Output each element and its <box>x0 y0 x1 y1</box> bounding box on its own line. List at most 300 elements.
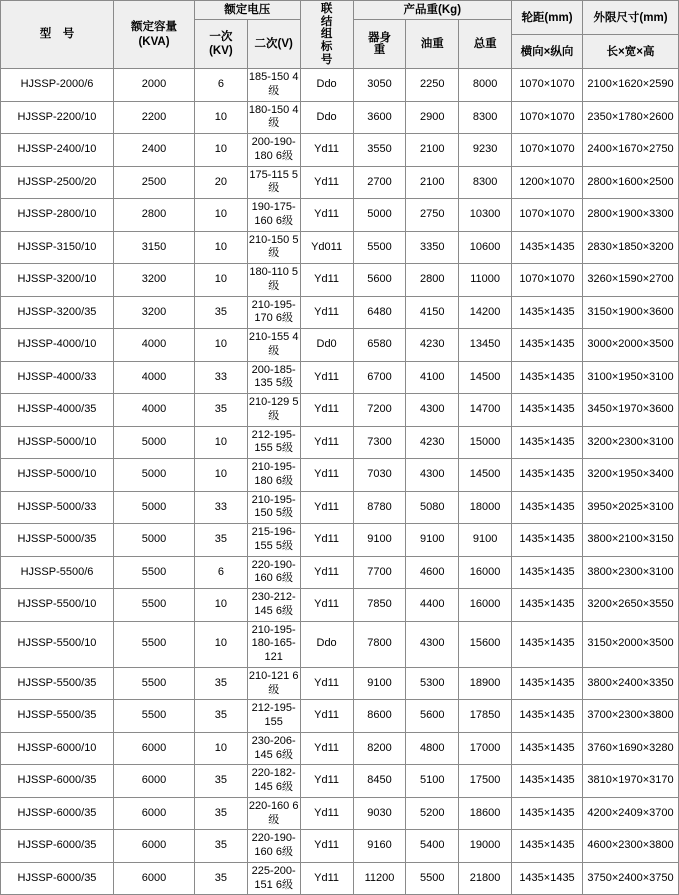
cell-dimension: 3450×1970×3600 <box>583 394 679 427</box>
cell-oil-weight: 2750 <box>406 199 459 232</box>
cell-model: HJSSP-5500/10 <box>1 589 114 622</box>
header-track-sub <box>512 35 583 69</box>
cell-connection: Yd11 <box>300 667 353 700</box>
cell-secondary-voltage: 212-195-155 <box>247 700 300 733</box>
cell-connection: Ddo <box>300 621 353 667</box>
cell-secondary-voltage: 210-150 5级 <box>247 231 300 264</box>
cell-model: HJSSP-5000/35 <box>1 524 114 557</box>
table-row <box>1 134 679 167</box>
cell-connection: Yd11 <box>300 459 353 492</box>
header-oil-weight-label: 油重 <box>420 38 444 51</box>
cell-connection: Dd0 <box>300 329 353 362</box>
header-primary-line2: (KV) <box>209 45 233 58</box>
cell-total-weight: 9230 <box>459 134 512 167</box>
cell-total-weight: 16000 <box>459 556 512 589</box>
cell-model: HJSSP-5000/33 <box>1 491 114 524</box>
table-row <box>1 491 679 524</box>
cell-body-weight: 3600 <box>353 101 406 134</box>
cell-oil-weight: 2800 <box>406 264 459 297</box>
header-voltage-group <box>195 1 301 20</box>
header-voltage-group-label: 额定电压 <box>224 4 271 16</box>
cell-model: HJSSP-6000/35 <box>1 797 114 830</box>
table-row <box>1 765 679 798</box>
cell-connection: Yd11 <box>300 264 353 297</box>
cell-total-weight: 10600 <box>459 231 512 264</box>
table-row <box>1 69 679 102</box>
cell-dimension: 3150×1900×3600 <box>583 296 679 329</box>
header-connection-stack <box>302 3 352 66</box>
cell-dimension: 3700×2300×3800 <box>583 700 679 733</box>
cell-connection: Yd11 <box>300 700 353 733</box>
cell-model: HJSSP-6000/10 <box>1 732 114 765</box>
cell-capacity: 3150 <box>114 231 195 264</box>
cell-capacity: 5500 <box>114 589 195 622</box>
cell-secondary-voltage: 220-182-145 6级 <box>247 765 300 798</box>
cell-primary-voltage: 33 <box>195 361 248 394</box>
table-row <box>1 524 679 557</box>
cell-model: HJSSP-3200/10 <box>1 264 114 297</box>
cell-body-weight: 9100 <box>353 524 406 557</box>
cell-oil-weight: 2100 <box>406 166 459 199</box>
cell-capacity: 2000 <box>114 69 195 102</box>
cell-oil-weight: 4230 <box>406 329 459 362</box>
cell-dimension: 3750×2400×3750 <box>583 862 679 895</box>
cell-oil-weight: 4300 <box>406 621 459 667</box>
table-row <box>1 589 679 622</box>
cell-connection: Yd11 <box>300 394 353 427</box>
cell-oil-weight: 9100 <box>406 524 459 557</box>
cell-body-weight: 2700 <box>353 166 406 199</box>
cell-dimension: 4200×2409×3700 <box>583 797 679 830</box>
header-body-weight-stack <box>355 32 405 57</box>
table-row <box>1 296 679 329</box>
cell-connection: Yd11 <box>300 797 353 830</box>
cell-oil-weight: 5080 <box>406 491 459 524</box>
cell-body-weight: 3050 <box>353 69 406 102</box>
cell-body-weight: 5600 <box>353 264 406 297</box>
cell-primary-voltage: 10 <box>195 264 248 297</box>
cell-body-weight: 9030 <box>353 797 406 830</box>
cell-oil-weight: 2100 <box>406 134 459 167</box>
header-connection-char1: 联 <box>320 3 333 15</box>
cell-body-weight: 7850 <box>353 589 406 622</box>
cell-oil-weight: 4800 <box>406 732 459 765</box>
header-body-weight-line1: 器身 <box>367 31 391 44</box>
cell-model: HJSSP-2800/10 <box>1 199 114 232</box>
cell-oil-weight: 2900 <box>406 101 459 134</box>
cell-primary-voltage: 35 <box>195 700 248 733</box>
header-primary-voltage <box>195 20 248 69</box>
cell-oil-weight: 5200 <box>406 797 459 830</box>
cell-oil-weight: 5300 <box>406 667 459 700</box>
cell-dimension: 2400×1670×2750 <box>583 134 679 167</box>
cell-total-weight: 17850 <box>459 700 512 733</box>
cell-primary-voltage: 10 <box>195 589 248 622</box>
header-weight-group-label: 产品重(Kg) <box>403 4 462 16</box>
cell-secondary-voltage: 180-150 4级 <box>247 101 300 134</box>
cell-body-weight: 8600 <box>353 700 406 733</box>
cell-dimension: 3150×2000×3500 <box>583 621 679 667</box>
cell-body-weight: 7300 <box>353 426 406 459</box>
cell-connection: Yd11 <box>300 524 353 557</box>
cell-total-weight: 14500 <box>459 361 512 394</box>
header-total-weight <box>459 20 512 69</box>
cell-body-weight: 8450 <box>353 765 406 798</box>
cell-primary-voltage: 6 <box>195 556 248 589</box>
cell-secondary-voltage: 180-110 5级 <box>247 264 300 297</box>
cell-connection: Yd11 <box>300 296 353 329</box>
cell-secondary-voltage: 215-196-155 5级 <box>247 524 300 557</box>
cell-model: HJSSP-2000/6 <box>1 69 114 102</box>
cell-track: 1435×1435 <box>512 296 583 329</box>
cell-primary-voltage: 35 <box>195 765 248 798</box>
cell-capacity: 6000 <box>114 862 195 895</box>
cell-body-weight: 5000 <box>353 199 406 232</box>
cell-secondary-voltage: 210-121 6级 <box>247 667 300 700</box>
cell-total-weight: 15600 <box>459 621 512 667</box>
table-row <box>1 101 679 134</box>
cell-secondary-voltage: 210-195-170 6级 <box>247 296 300 329</box>
cell-capacity: 2400 <box>114 134 195 167</box>
cell-dimension: 2350×1780×2600 <box>583 101 679 134</box>
cell-primary-voltage: 10 <box>195 426 248 459</box>
cell-secondary-voltage: 210-155 4级 <box>247 329 300 362</box>
cell-secondary-voltage: 185-150 4级 <box>247 69 300 102</box>
table-row <box>1 394 679 427</box>
cell-primary-voltage: 35 <box>195 830 248 863</box>
table-row <box>1 830 679 863</box>
cell-model: HJSSP-5500/35 <box>1 667 114 700</box>
cell-track: 1435×1435 <box>512 667 583 700</box>
table-row <box>1 231 679 264</box>
table-row <box>1 732 679 765</box>
cell-model: HJSSP-6000/35 <box>1 862 114 895</box>
header-total-weight-label: 总重 <box>473 38 497 51</box>
header-primary-line1: 一次 <box>209 30 233 43</box>
cell-primary-voltage: 35 <box>195 524 248 557</box>
cell-track: 1435×1435 <box>512 231 583 264</box>
cell-track: 1070×1070 <box>512 101 583 134</box>
cell-primary-voltage: 10 <box>195 134 248 167</box>
cell-track: 1435×1435 <box>512 524 583 557</box>
cell-dimension: 3800×2400×3350 <box>583 667 679 700</box>
table-row <box>1 797 679 830</box>
cell-primary-voltage: 35 <box>195 667 248 700</box>
header-connection-char2: 结 <box>320 15 333 28</box>
cell-track: 1435×1435 <box>512 491 583 524</box>
cell-oil-weight: 2250 <box>406 69 459 102</box>
header-row-1 <box>1 1 679 20</box>
cell-total-weight: 13450 <box>459 329 512 362</box>
header-secondary-label: 二次(V) <box>254 38 293 51</box>
cell-body-weight: 8780 <box>353 491 406 524</box>
header-model-label: 型 号 <box>39 28 75 41</box>
cell-connection: Yd11 <box>300 134 353 167</box>
cell-oil-weight: 5600 <box>406 700 459 733</box>
cell-primary-voltage: 10 <box>195 732 248 765</box>
header-connection-char5: 号 <box>320 53 333 66</box>
cell-connection: Yd11 <box>300 166 353 199</box>
cell-secondary-voltage: 220-190-160 6级 <box>247 556 300 589</box>
header-dimension-group-label: 外限尺寸(mm) <box>593 11 668 24</box>
cell-dimension: 3200×2300×3100 <box>583 426 679 459</box>
cell-capacity: 5500 <box>114 667 195 700</box>
cell-total-weight: 19000 <box>459 830 512 863</box>
cell-connection: Yd011 <box>300 231 353 264</box>
cell-total-weight: 17500 <box>459 765 512 798</box>
table-header <box>1 1 679 69</box>
cell-capacity: 6000 <box>114 797 195 830</box>
cell-track: 1200×1070 <box>512 166 583 199</box>
table-row <box>1 426 679 459</box>
cell-dimension: 2830×1850×3200 <box>583 231 679 264</box>
cell-secondary-voltage: 230-206-145 6级 <box>247 732 300 765</box>
cell-capacity: 4000 <box>114 329 195 362</box>
cell-total-weight: 18600 <box>459 797 512 830</box>
cell-model: HJSSP-2500/20 <box>1 166 114 199</box>
table-row <box>1 459 679 492</box>
cell-primary-voltage: 10 <box>195 231 248 264</box>
cell-track: 1070×1070 <box>512 199 583 232</box>
cell-track: 1435×1435 <box>512 361 583 394</box>
cell-total-weight: 16000 <box>459 589 512 622</box>
table-body <box>1 69 679 895</box>
cell-model: HJSSP-5000/10 <box>1 426 114 459</box>
cell-model: HJSSP-2200/10 <box>1 101 114 134</box>
cell-total-weight: 17000 <box>459 732 512 765</box>
cell-connection: Yd11 <box>300 732 353 765</box>
cell-primary-voltage: 35 <box>195 394 248 427</box>
table-row <box>1 264 679 297</box>
cell-dimension: 2100×1620×2590 <box>583 69 679 102</box>
cell-secondary-voltage: 175-115 5级 <box>247 166 300 199</box>
cell-body-weight: 3550 <box>353 134 406 167</box>
cell-total-weight: 14700 <box>459 394 512 427</box>
cell-total-weight: 18000 <box>459 491 512 524</box>
header-dimension-sub-label: 长×宽×高 <box>606 45 655 58</box>
cell-total-weight: 14200 <box>459 296 512 329</box>
cell-oil-weight: 5100 <box>406 765 459 798</box>
cell-body-weight: 7030 <box>353 459 406 492</box>
cell-total-weight: 8000 <box>459 69 512 102</box>
header-capacity <box>114 1 195 69</box>
cell-secondary-voltage: 220-190-160 6级 <box>247 830 300 863</box>
cell-model: HJSSP-4000/10 <box>1 329 114 362</box>
cell-track: 1435×1435 <box>512 459 583 492</box>
cell-body-weight: 7700 <box>353 556 406 589</box>
header-body-weight <box>353 20 406 69</box>
table-row <box>1 556 679 589</box>
cell-model: HJSSP-6000/35 <box>1 830 114 863</box>
cell-primary-voltage: 33 <box>195 491 248 524</box>
cell-model: HJSSP-6000/35 <box>1 765 114 798</box>
cell-capacity: 5000 <box>114 524 195 557</box>
cell-oil-weight: 3350 <box>406 231 459 264</box>
cell-capacity: 6000 <box>114 830 195 863</box>
cell-track: 1070×1070 <box>512 134 583 167</box>
cell-capacity: 2800 <box>114 199 195 232</box>
cell-dimension: 3100×1950×3100 <box>583 361 679 394</box>
table-row <box>1 329 679 362</box>
cell-model: HJSSP-2400/10 <box>1 134 114 167</box>
cell-connection: Ddo <box>300 69 353 102</box>
cell-primary-voltage: 10 <box>195 101 248 134</box>
table-row <box>1 862 679 895</box>
cell-oil-weight: 4230 <box>406 426 459 459</box>
cell-secondary-voltage: 230-212-145 6级 <box>247 589 300 622</box>
table-row <box>1 700 679 733</box>
cell-total-weight: 11000 <box>459 264 512 297</box>
cell-track: 1435×1435 <box>512 589 583 622</box>
cell-total-weight: 8300 <box>459 101 512 134</box>
cell-capacity: 3200 <box>114 296 195 329</box>
cell-dimension: 3950×2025×3100 <box>583 491 679 524</box>
cell-capacity: 6000 <box>114 732 195 765</box>
cell-dimension: 2800×1600×2500 <box>583 166 679 199</box>
cell-connection: Ddo <box>300 101 353 134</box>
header-connection-char4: 标 <box>320 40 333 53</box>
cell-primary-voltage: 10 <box>195 199 248 232</box>
cell-oil-weight: 5400 <box>406 830 459 863</box>
cell-oil-weight: 4600 <box>406 556 459 589</box>
cell-connection: Yd11 <box>300 426 353 459</box>
cell-oil-weight: 4400 <box>406 589 459 622</box>
cell-primary-voltage: 10 <box>195 459 248 492</box>
cell-track: 1435×1435 <box>512 700 583 733</box>
cell-capacity: 6000 <box>114 765 195 798</box>
cell-track: 1435×1435 <box>512 765 583 798</box>
cell-model: HJSSP-5500/6 <box>1 556 114 589</box>
cell-dimension: 3200×1950×3400 <box>583 459 679 492</box>
cell-body-weight: 6580 <box>353 329 406 362</box>
cell-dimension: 3800×2300×3100 <box>583 556 679 589</box>
cell-track: 1070×1070 <box>512 264 583 297</box>
header-dimension-sub <box>583 35 679 69</box>
cell-primary-voltage: 6 <box>195 69 248 102</box>
cell-secondary-voltage: 210-195-150 5级 <box>247 491 300 524</box>
cell-oil-weight: 5500 <box>406 862 459 895</box>
cell-body-weight: 9100 <box>353 667 406 700</box>
cell-total-weight: 21800 <box>459 862 512 895</box>
cell-primary-voltage: 10 <box>195 329 248 362</box>
cell-capacity: 5500 <box>114 621 195 667</box>
header-model <box>1 1 114 69</box>
header-weight-group <box>353 1 511 20</box>
cell-dimension: 2800×1900×3300 <box>583 199 679 232</box>
header-capacity-line1: 额定容量 <box>131 21 177 34</box>
cell-dimension: 3810×1970×3170 <box>583 765 679 798</box>
cell-body-weight: 9160 <box>353 830 406 863</box>
header-track-group-label: 轮距(mm) <box>521 11 573 24</box>
cell-model: HJSSP-3200/35 <box>1 296 114 329</box>
header-dimension-group <box>583 1 679 35</box>
cell-dimension: 3760×1690×3280 <box>583 732 679 765</box>
cell-connection: Yd11 <box>300 765 353 798</box>
cell-connection: Yd11 <box>300 830 353 863</box>
cell-total-weight: 8300 <box>459 166 512 199</box>
cell-model: HJSSP-5000/10 <box>1 459 114 492</box>
cell-capacity: 5000 <box>114 491 195 524</box>
cell-body-weight: 6480 <box>353 296 406 329</box>
cell-capacity: 5000 <box>114 459 195 492</box>
cell-capacity: 2200 <box>114 101 195 134</box>
table-row <box>1 361 679 394</box>
header-connection-char3: 组 <box>320 28 333 41</box>
cell-connection: Yd11 <box>300 491 353 524</box>
cell-secondary-voltage: 210-195-180 6级 <box>247 459 300 492</box>
cell-dimension: 3000×2000×3500 <box>583 329 679 362</box>
cell-model: HJSSP-4000/33 <box>1 361 114 394</box>
cell-capacity: 5500 <box>114 700 195 733</box>
cell-model: HJSSP-5500/10 <box>1 621 114 667</box>
header-track-group <box>512 1 583 35</box>
cell-capacity: 2500 <box>114 166 195 199</box>
cell-body-weight: 7200 <box>353 394 406 427</box>
cell-oil-weight: 4150 <box>406 296 459 329</box>
cell-secondary-voltage: 190-175-160 6级 <box>247 199 300 232</box>
cell-secondary-voltage: 212-195-155 5级 <box>247 426 300 459</box>
cell-track: 1435×1435 <box>512 426 583 459</box>
cell-dimension: 3200×2650×3550 <box>583 589 679 622</box>
cell-body-weight: 11200 <box>353 862 406 895</box>
cell-capacity: 4000 <box>114 394 195 427</box>
cell-dimension: 3800×2100×3150 <box>583 524 679 557</box>
cell-total-weight: 14500 <box>459 459 512 492</box>
cell-secondary-voltage: 225-200-151 6级 <box>247 862 300 895</box>
cell-capacity: 4000 <box>114 361 195 394</box>
cell-primary-voltage: 35 <box>195 862 248 895</box>
header-track-sub-label: 横向×纵向 <box>520 45 574 58</box>
cell-track: 1435×1435 <box>512 329 583 362</box>
cell-track: 1435×1435 <box>512 556 583 589</box>
cell-body-weight: 6700 <box>353 361 406 394</box>
cell-secondary-voltage: 210-129 5级 <box>247 394 300 427</box>
cell-track: 1070×1070 <box>512 69 583 102</box>
table-row <box>1 199 679 232</box>
cell-connection: Yd11 <box>300 589 353 622</box>
cell-model: HJSSP-5500/35 <box>1 700 114 733</box>
cell-dimension: 4600×2300×3800 <box>583 830 679 863</box>
cell-primary-voltage: 10 <box>195 621 248 667</box>
cell-oil-weight: 4100 <box>406 361 459 394</box>
cell-model: HJSSP-3150/10 <box>1 231 114 264</box>
cell-secondary-voltage: 210-195-180-165-121 <box>247 621 300 667</box>
cell-connection: Yd11 <box>300 199 353 232</box>
cell-body-weight: 7800 <box>353 621 406 667</box>
cell-primary-voltage: 35 <box>195 797 248 830</box>
header-connection <box>300 1 353 69</box>
cell-primary-voltage: 35 <box>195 296 248 329</box>
cell-track: 1435×1435 <box>512 830 583 863</box>
header-body-weight-line2: 重 <box>373 44 386 57</box>
cell-capacity: 5500 <box>114 556 195 589</box>
header-oil-weight <box>406 20 459 69</box>
cell-capacity: 5000 <box>114 426 195 459</box>
cell-track: 1435×1435 <box>512 732 583 765</box>
cell-model: HJSSP-4000/35 <box>1 394 114 427</box>
cell-connection: Yd11 <box>300 862 353 895</box>
cell-primary-voltage: 20 <box>195 166 248 199</box>
cell-dimension: 3260×1590×2700 <box>583 264 679 297</box>
cell-secondary-voltage: 200-190-180 6级 <box>247 134 300 167</box>
table-row <box>1 667 679 700</box>
cell-body-weight: 5500 <box>353 231 406 264</box>
cell-capacity: 3200 <box>114 264 195 297</box>
header-secondary-voltage <box>247 20 300 69</box>
header-capacity-line2: (KVA) <box>138 35 170 48</box>
cell-total-weight: 10300 <box>459 199 512 232</box>
cell-track: 1435×1435 <box>512 797 583 830</box>
